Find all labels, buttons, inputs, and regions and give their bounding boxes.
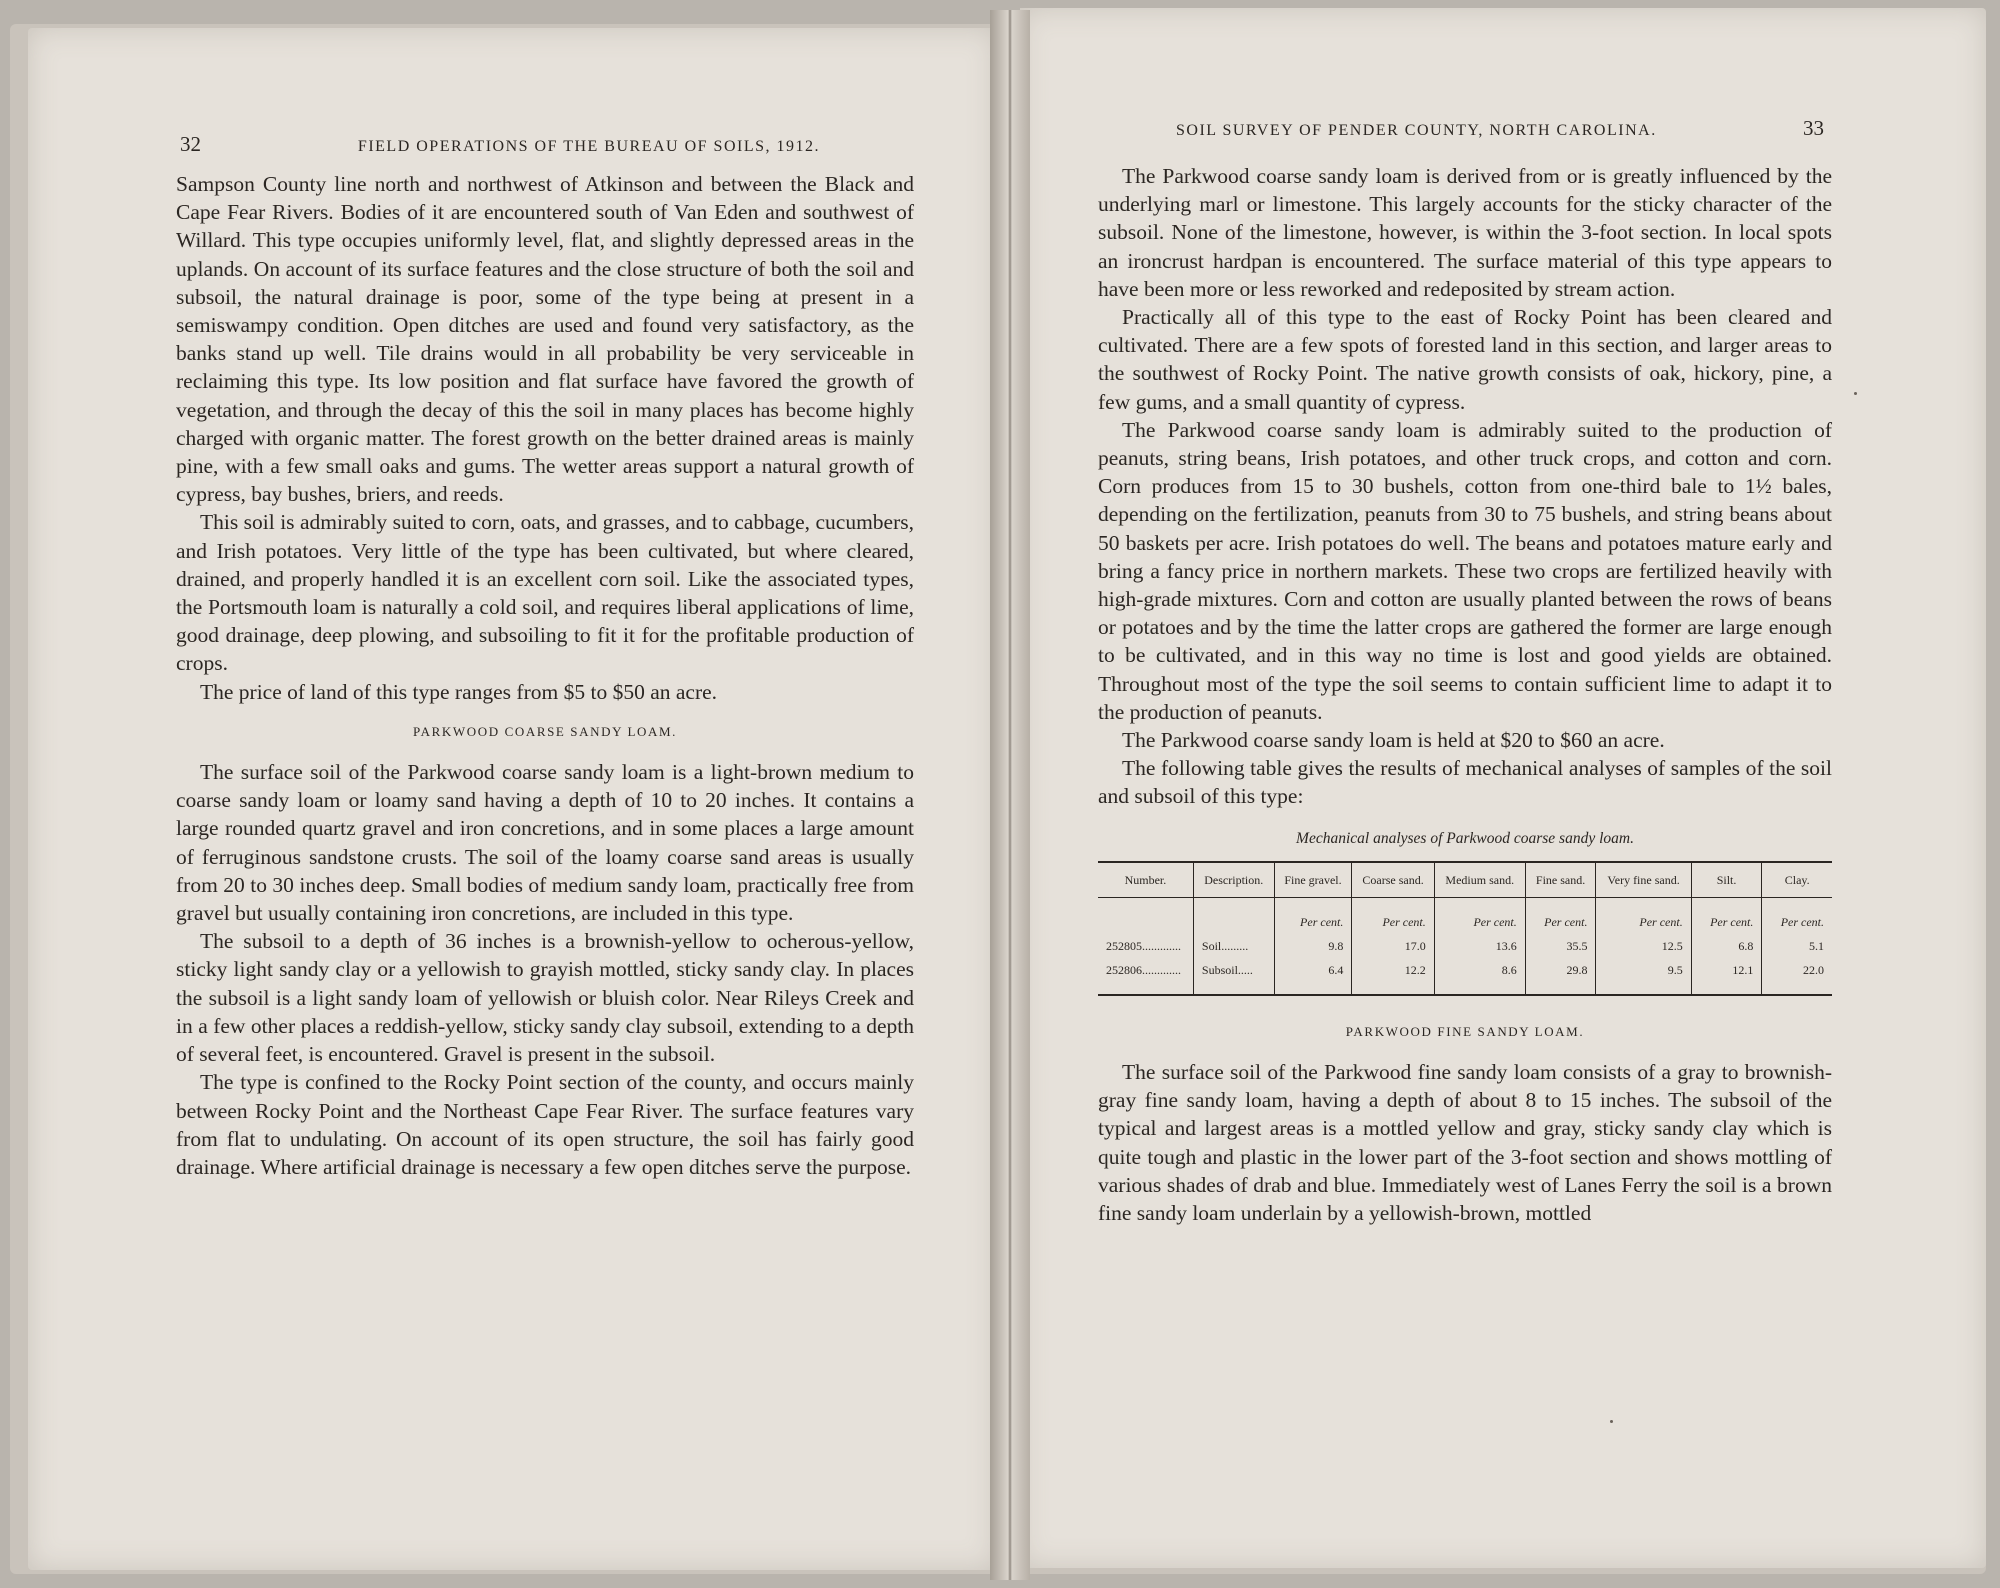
- unit-label: Per cent.: [1691, 897, 1762, 934]
- column-header: Number.: [1098, 862, 1193, 898]
- table-cell: 6.4: [1274, 958, 1352, 995]
- paragraph: The Parkwood coarse sandy loam is admirably suited to the production of peanuts, string beans, Irish potatoes, and other truck crops, and cotton and corn. Corn produces from 15 to 30 bushels, cotton from one-third bale to 1½ bales, depending on the fertilization, peanuts from 30 to 75 bushels, and string beans about 50 baskets per acre. Irish potatoes do well. The beans and potatoes mature early and bring a fancy price in northern markets. These two crops are fertilized heavily with high-grade mixtures. Corn and cotton are usually planted between the rows of beans or potatoes and by the time the latter crops are gathered the former are large enough to be cultivated, and in this way no time is lost and good yields are obtained. Throughout most of the type the soil seems to contain sufficient lime to adapt it to the production of peanuts.: [1098, 417, 1832, 724]
- paragraph: Sampson County line north and northwest of Atkinson and between the Black and Cape Fear Rivers. Bodies of it are encountered south of Van Eden and southwest of Willard. This type occupies uniformly level, flat, and slightly depressed areas in the uplands. On account of its surface features and the close structure of both the soil and subsoil, the natural drainage is poor, some of the type being at present in a semiswampy condition. Open ditches are used and found very satisfactory, as the banks stand up well. Tile drains would in all probability be very serviceable in reclaiming this type. Its low position and flat surface have favored the growth of vegetation, and through the decay of this the soil in many places has become highly charged with organic matter. The forest growth on the better drained areas is mainly pine, with a few small oaks and gums. The wetter areas support a natural growth of cypress, bay bushes, briers, and reeds.: [176, 172, 914, 507]
- right-page-number: 33: [1803, 116, 1824, 140]
- table-cell: 29.8: [1525, 958, 1596, 995]
- right-running-head: [1176, 116, 1824, 141]
- column-header: Medium sand.: [1434, 862, 1525, 898]
- left-text-column: [176, 170, 914, 1181]
- table-cell: 6.8: [1691, 934, 1762, 958]
- left-page-number: 32: [180, 132, 201, 156]
- unit-label: Per cent.: [1525, 897, 1596, 934]
- paragraph: The price of land of this type ranges from $5 to $50 an acre.: [200, 679, 718, 704]
- table-cell: 13.6: [1434, 934, 1525, 958]
- table-caption: Mechanical analyses of Parkwood coarse sandy loam.: [1296, 829, 1634, 847]
- column-header: Fine gravel.: [1274, 862, 1352, 898]
- paragraph: The following table gives the results of mechanical analyses of samples of the soil and subsoil of this type:: [1098, 756, 1832, 809]
- table-cell: Soil.........: [1193, 934, 1274, 958]
- left-running-head: [180, 132, 820, 157]
- unit-label: Per cent.: [1352, 897, 1434, 934]
- unit-label: Per cent.: [1274, 897, 1352, 934]
- table-cell: 9.8: [1274, 934, 1352, 958]
- column-header: Description.: [1193, 862, 1274, 898]
- paper-speck: [1610, 1420, 1613, 1423]
- table-row: [1098, 934, 1832, 958]
- table-cell: 252805.............: [1106, 938, 1181, 953]
- book-gutter: [990, 10, 1030, 1580]
- column-header: Very fine sand.: [1596, 862, 1691, 898]
- paragraph: This soil is admirably suited to corn, oats, and grasses, and to cabbage, cucumbers, and Irish potatoes. Very little of the type has been cultivated, but where cleared, drained, and properly handled it is an excellent corn soil. Like the associated types, the Portsmouth loam is naturally a cold soil, and requires liberal applications of lime, good drainage, deep plowing, and subsoiling to fit it for the profitable production of crops.: [176, 510, 914, 676]
- section-heading: PARKWOOD COARSE SANDY LOAM.: [413, 723, 677, 739]
- column-header: Clay.: [1762, 862, 1832, 898]
- table-cell: 9.5: [1596, 958, 1691, 995]
- unit-label: Per cent.: [1762, 897, 1832, 934]
- table-cell: [1098, 897, 1193, 934]
- paragraph: The surface soil of the Parkwood coarse sandy loam is a light-brown medium to coarse sandy loam or loamy sand having a depth of 10 to 20 inches. It contains a large rounded quartz gravel and iron concretions, and in some places a large amount of ferruginous sandstone crusts. The soil of the loamy coarse sand areas is usually from 20 to 30 inches deep. Small bodies of medium sandy loam, practically free from gravel but usually containing iron concretions, are included in this type.: [176, 760, 914, 926]
- paragraph: The Parkwood coarse sandy loam is held at $20 to $60 an acre.: [1122, 728, 1665, 753]
- paragraph: The Parkwood coarse sandy loam is derived from or is greatly influenced by the underlying marl or limestone. This largely accounts for the sticky character of the subsoil. None of the limestone, however, is within the 3-foot section. In local spots an ironcrust hardpan is encountered. The surface material of this type appears to have been more or less reworked and redeposited by stream action.: [1098, 164, 1832, 301]
- table-cell: 35.5: [1525, 934, 1596, 958]
- unit-label: Per cent.: [1434, 897, 1525, 934]
- right-text-column: [1098, 162, 1832, 1227]
- section-heading: PARKWOOD FINE SANDY LOAM.: [1345, 1023, 1585, 1039]
- paragraph: Practically all of this type to the east of Rocky Point has been cleared and cultivated. There are a few spots of forested land in this section, and larger areas to the southwest of Rocky Point. The native growth consists of oak, hickory, pine, a few gums, and a small quantity of cypress.: [1098, 305, 1832, 414]
- column-header: Silt.: [1691, 862, 1762, 898]
- left-running-title: FIELD OPERATIONS OF THE BUREAU OF SOILS, 1912.: [357, 138, 820, 155]
- table-cell: Subsoil.....: [1193, 958, 1274, 995]
- table-cell: 22.0: [1762, 958, 1832, 995]
- column-header: Fine sand.: [1525, 862, 1596, 898]
- table-cell: [1193, 897, 1274, 934]
- unit-label: Per cent.: [1596, 897, 1691, 934]
- units-row: [1098, 897, 1832, 934]
- table-cell: 5.1: [1762, 934, 1832, 958]
- paper-speck: [1854, 392, 1857, 395]
- table-cell: 17.0: [1352, 934, 1434, 958]
- table-header-row: [1098, 862, 1832, 898]
- column-header: Coarse sand.: [1352, 862, 1434, 898]
- table-cell: 12.2: [1352, 958, 1434, 995]
- table-row: [1098, 958, 1832, 995]
- table-cell: 252806.............: [1106, 962, 1181, 977]
- paragraph: The type is confined to the Rocky Point section of the county, and occurs mainly between Rocky Point and the Northeast Cape Fear River. The surface features vary from flat to undulating. On account of its open structure, the soil has fairly good drainage. Where artificial drainage is necessary a few open ditches serve the purpose.: [176, 1070, 914, 1179]
- table-cell: 8.6: [1434, 958, 1525, 995]
- mechanical-analyses-table: [1098, 861, 1832, 996]
- paragraph: The surface soil of the Parkwood fine sandy loam consists of a gray to brownish-gray fine sandy loam, having a depth of about 8 to 15 inches. The subsoil of the typical and largest areas is a mottled yellow and gray, sticky sandy clay which is quite tough and plastic in the lower part of the 3-foot section and shows mottling of various shades of drab and blue. Immediately west of Lanes Ferry the soil is a brown fine sandy loam underlain by a yellowish-brown, mottled: [1098, 1060, 1832, 1226]
- paragraph: The subsoil to a depth of 36 inches is a brownish-yellow to ocherous-yellow, sticky light sandy clay or a yellowish to grayish mottled, sticky sandy clay. In places the subsoil is a light sandy loam of yellowish or bluish color. Near Rileys Creek and in a few other places a reddish-yellow, sticky sandy clay subsoil, extending to a depth of several feet, is encountered. Gravel is present in the subsoil.: [176, 929, 914, 1067]
- table-cell: 12.5: [1596, 934, 1691, 958]
- table-cell: 12.1: [1691, 958, 1762, 995]
- right-running-title: SOIL SURVEY OF PENDER COUNTY, NORTH CAROLINA.: [1176, 122, 1657, 139]
